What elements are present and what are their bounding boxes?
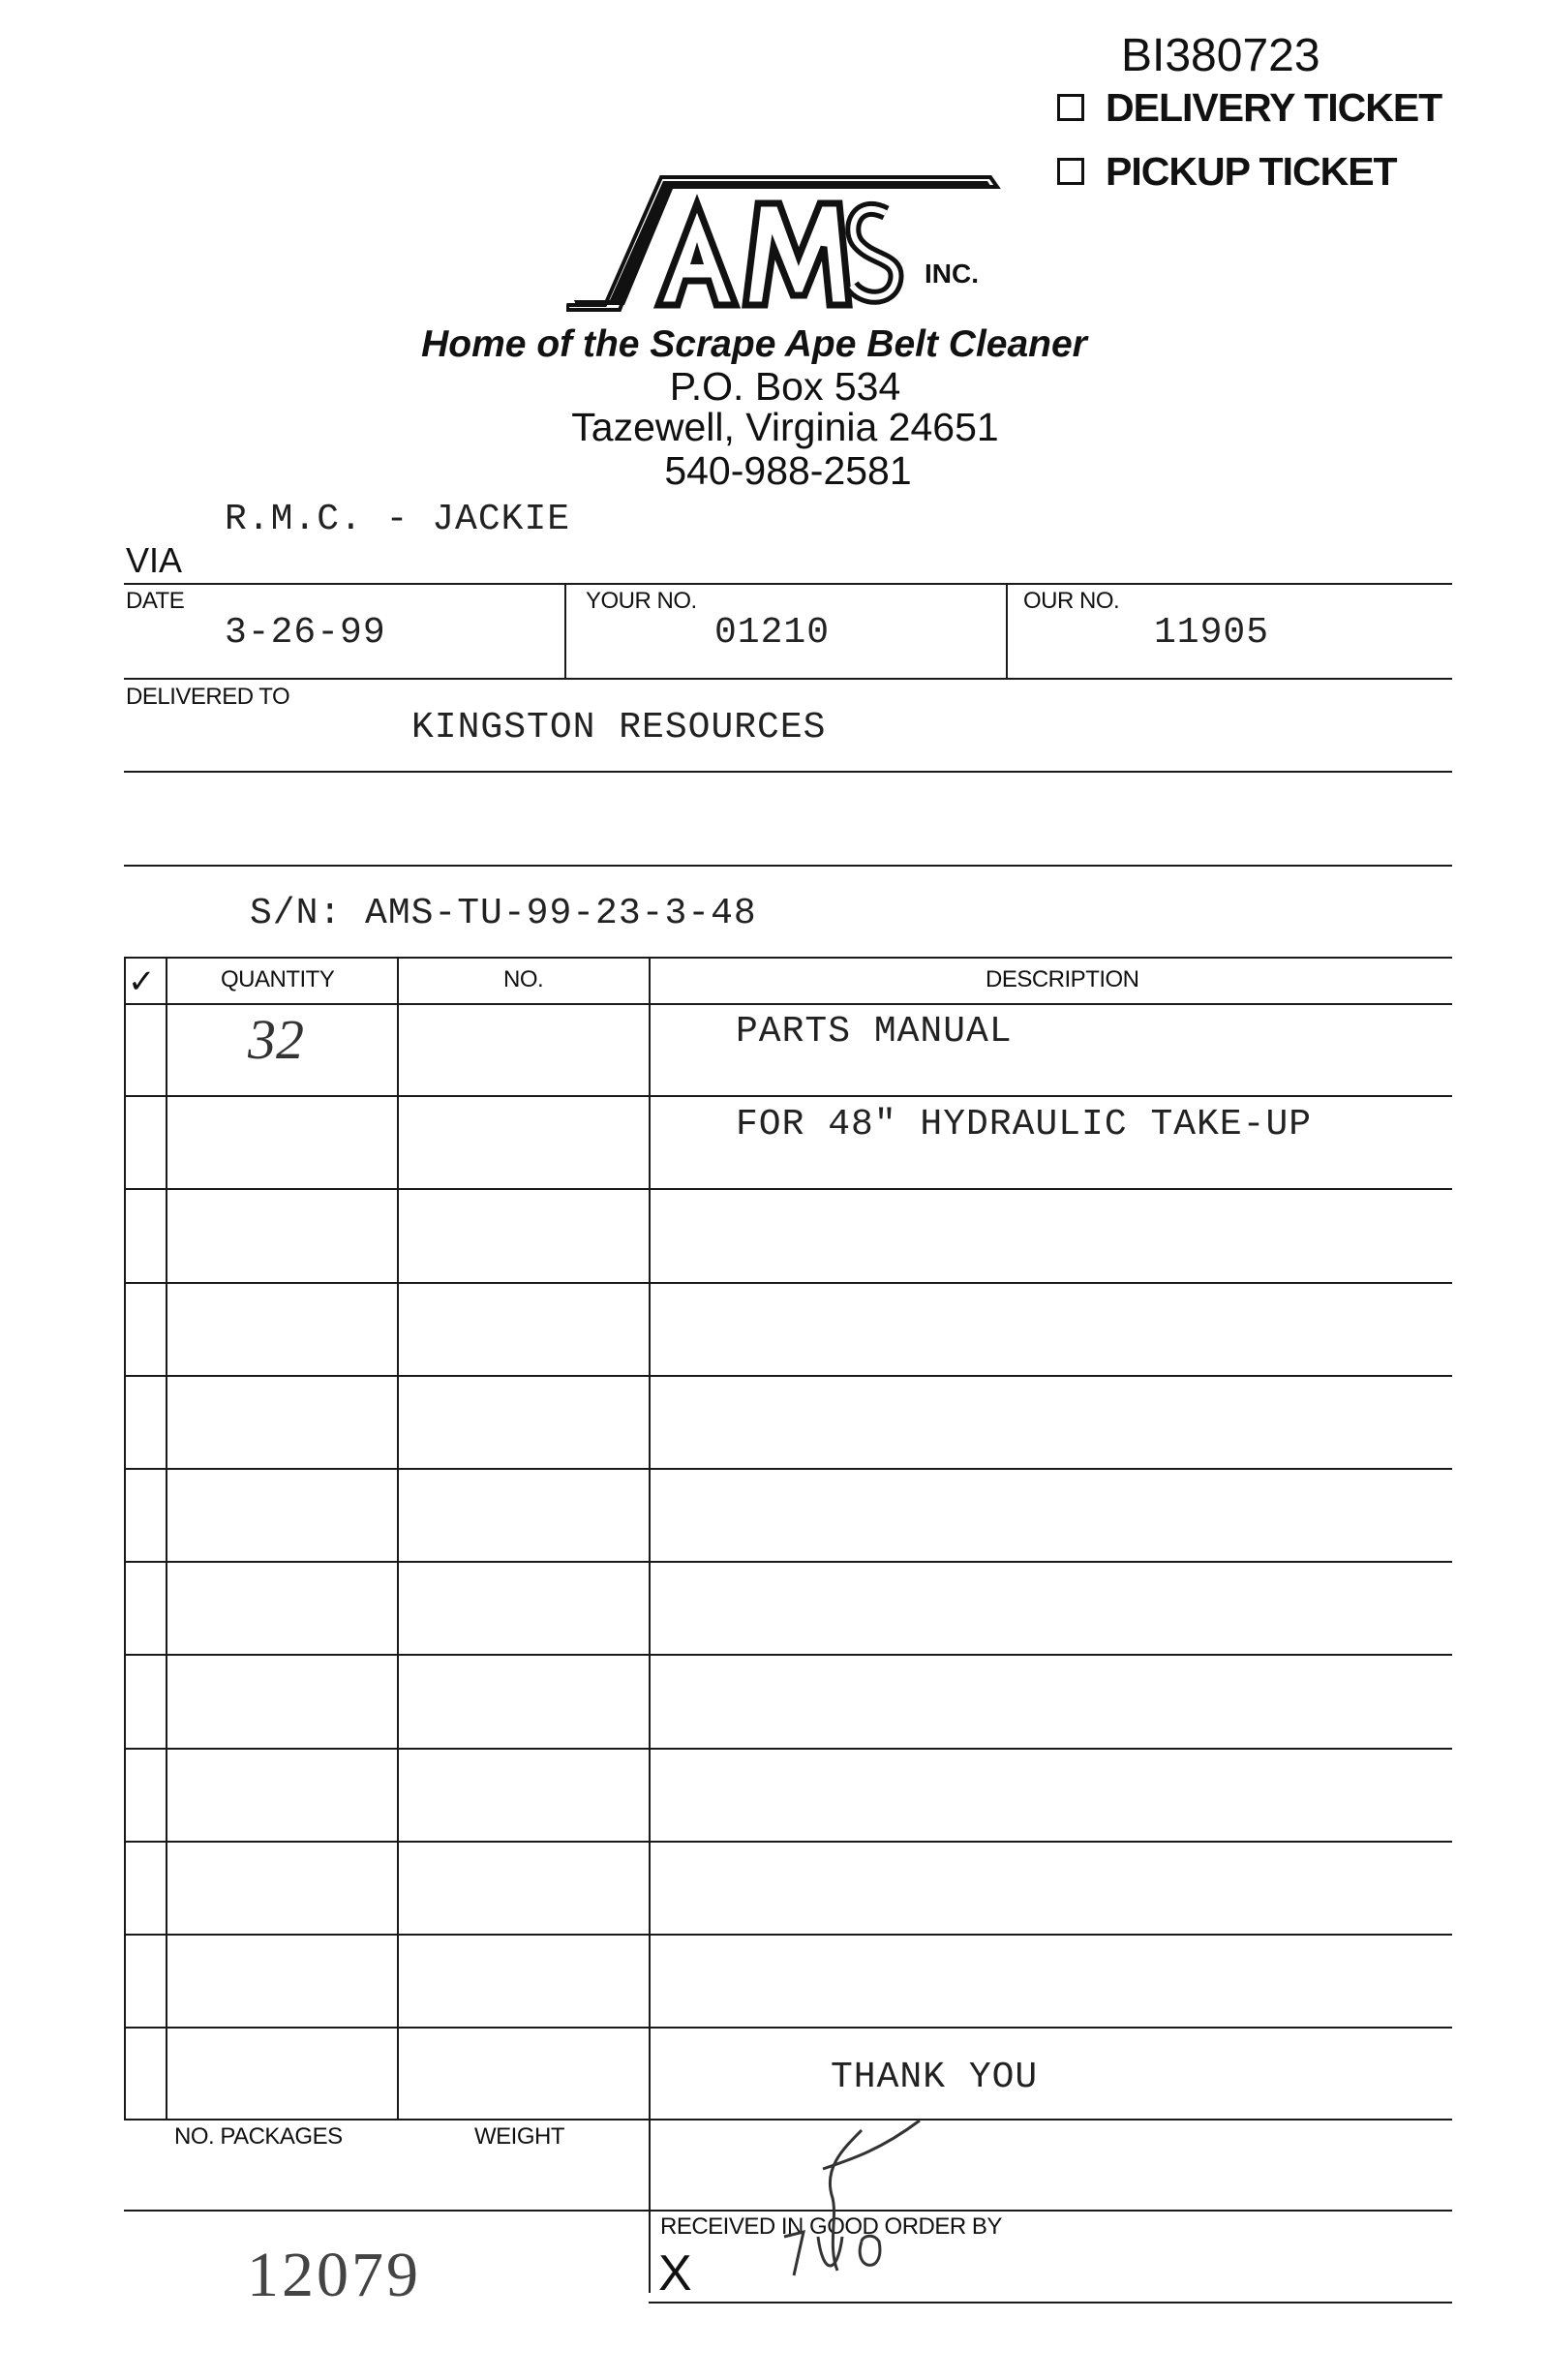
row-1-quantity: 32 <box>248 1008 304 1071</box>
delivery-ticket-label: DELIVERY TICKET <box>1106 85 1442 130</box>
weight-label: WEIGHT <box>474 2123 564 2150</box>
table-col-left <box>124 957 126 2119</box>
table-col-no <box>649 957 651 2293</box>
row-rule <box>124 1095 1452 1097</box>
ams-logo <box>566 160 1012 315</box>
row-rule <box>124 1468 1452 1470</box>
logo-suffix: INC. <box>925 259 979 289</box>
row-rule <box>124 2027 1452 2029</box>
row-rule <box>124 1282 1452 1284</box>
pickup-ticket-label: PICKUP TICKET <box>1106 149 1397 194</box>
row-rule <box>124 1934 1452 1936</box>
row-rule <box>124 1188 1452 1190</box>
delivered-to-label: DELIVERED TO <box>126 684 290 710</box>
row-2-description: FOR 48" HYDRAULIC TAKE-UP <box>736 1104 1313 1145</box>
row-rule <box>124 1561 1452 1563</box>
company-tagline: Home of the Scrape Ape Belt Cleaner <box>421 323 1087 365</box>
delivered-to-value: KINGSTON RESOURCES <box>411 707 827 748</box>
your-no-value: 01210 <box>714 612 831 654</box>
via-label: VIA <box>126 540 183 580</box>
rule-top <box>124 583 1452 585</box>
received-label: RECEIVED IN GOOD ORDER BY <box>660 2213 1002 2240</box>
rule-delivered-1 <box>124 771 1452 773</box>
ticket-number: BI380723 <box>1121 30 1320 81</box>
rule-yourno-divider <box>1006 583 1008 678</box>
pickup-ticket-checkbox[interactable] <box>1057 158 1084 185</box>
table-header-rule <box>124 1003 1452 1005</box>
our-no-value: 11905 <box>1154 612 1270 654</box>
packages-label: NO. PACKAGES <box>174 2123 343 2150</box>
company-city-state: Tazewell, Virginia 24651 <box>571 405 999 449</box>
no-header: NO. <box>503 966 544 992</box>
company-phone: 540-988-2581 <box>664 448 912 493</box>
rule-after-date <box>124 678 1452 680</box>
row-rule <box>124 1841 1452 1843</box>
row-rule <box>124 1654 1452 1656</box>
date-value: 3-26-99 <box>225 612 386 654</box>
delivery-ticket-checkbox[interactable] <box>1057 94 1084 121</box>
date-label: DATE <box>126 588 185 614</box>
rule-footer-bottom <box>649 2302 1452 2304</box>
handwritten-number: 12079 <box>247 2240 421 2310</box>
via-value: R.M.C. - JACKIE <box>225 499 571 540</box>
signature-mark: X <box>658 2245 692 2302</box>
your-no-label: YOUR NO. <box>586 588 697 614</box>
thank-you-note: THANK YOU <box>831 2057 1039 2098</box>
company-po-box: P.O. Box 534 <box>669 364 901 409</box>
table-col-quantity <box>397 957 399 2119</box>
signature-scribble <box>765 2111 939 2285</box>
table-col-check <box>166 957 167 2119</box>
serial-number: S/N: AMS-TU-99-23-3-48 <box>250 893 757 934</box>
description-header: DESCRIPTION <box>986 966 1139 992</box>
table-top-rule <box>124 957 1452 959</box>
row-1-description: PARTS MANUAL <box>736 1011 1013 1053</box>
our-no-label: OUR NO. <box>1023 588 1120 614</box>
quantity-header: QUANTITY <box>221 966 335 992</box>
row-rule <box>124 1748 1452 1750</box>
row-rule <box>124 1375 1452 1377</box>
check-header: ✓ <box>128 963 156 1000</box>
rule-date-divider <box>564 583 566 678</box>
rule-delivered-2 <box>124 865 1452 867</box>
